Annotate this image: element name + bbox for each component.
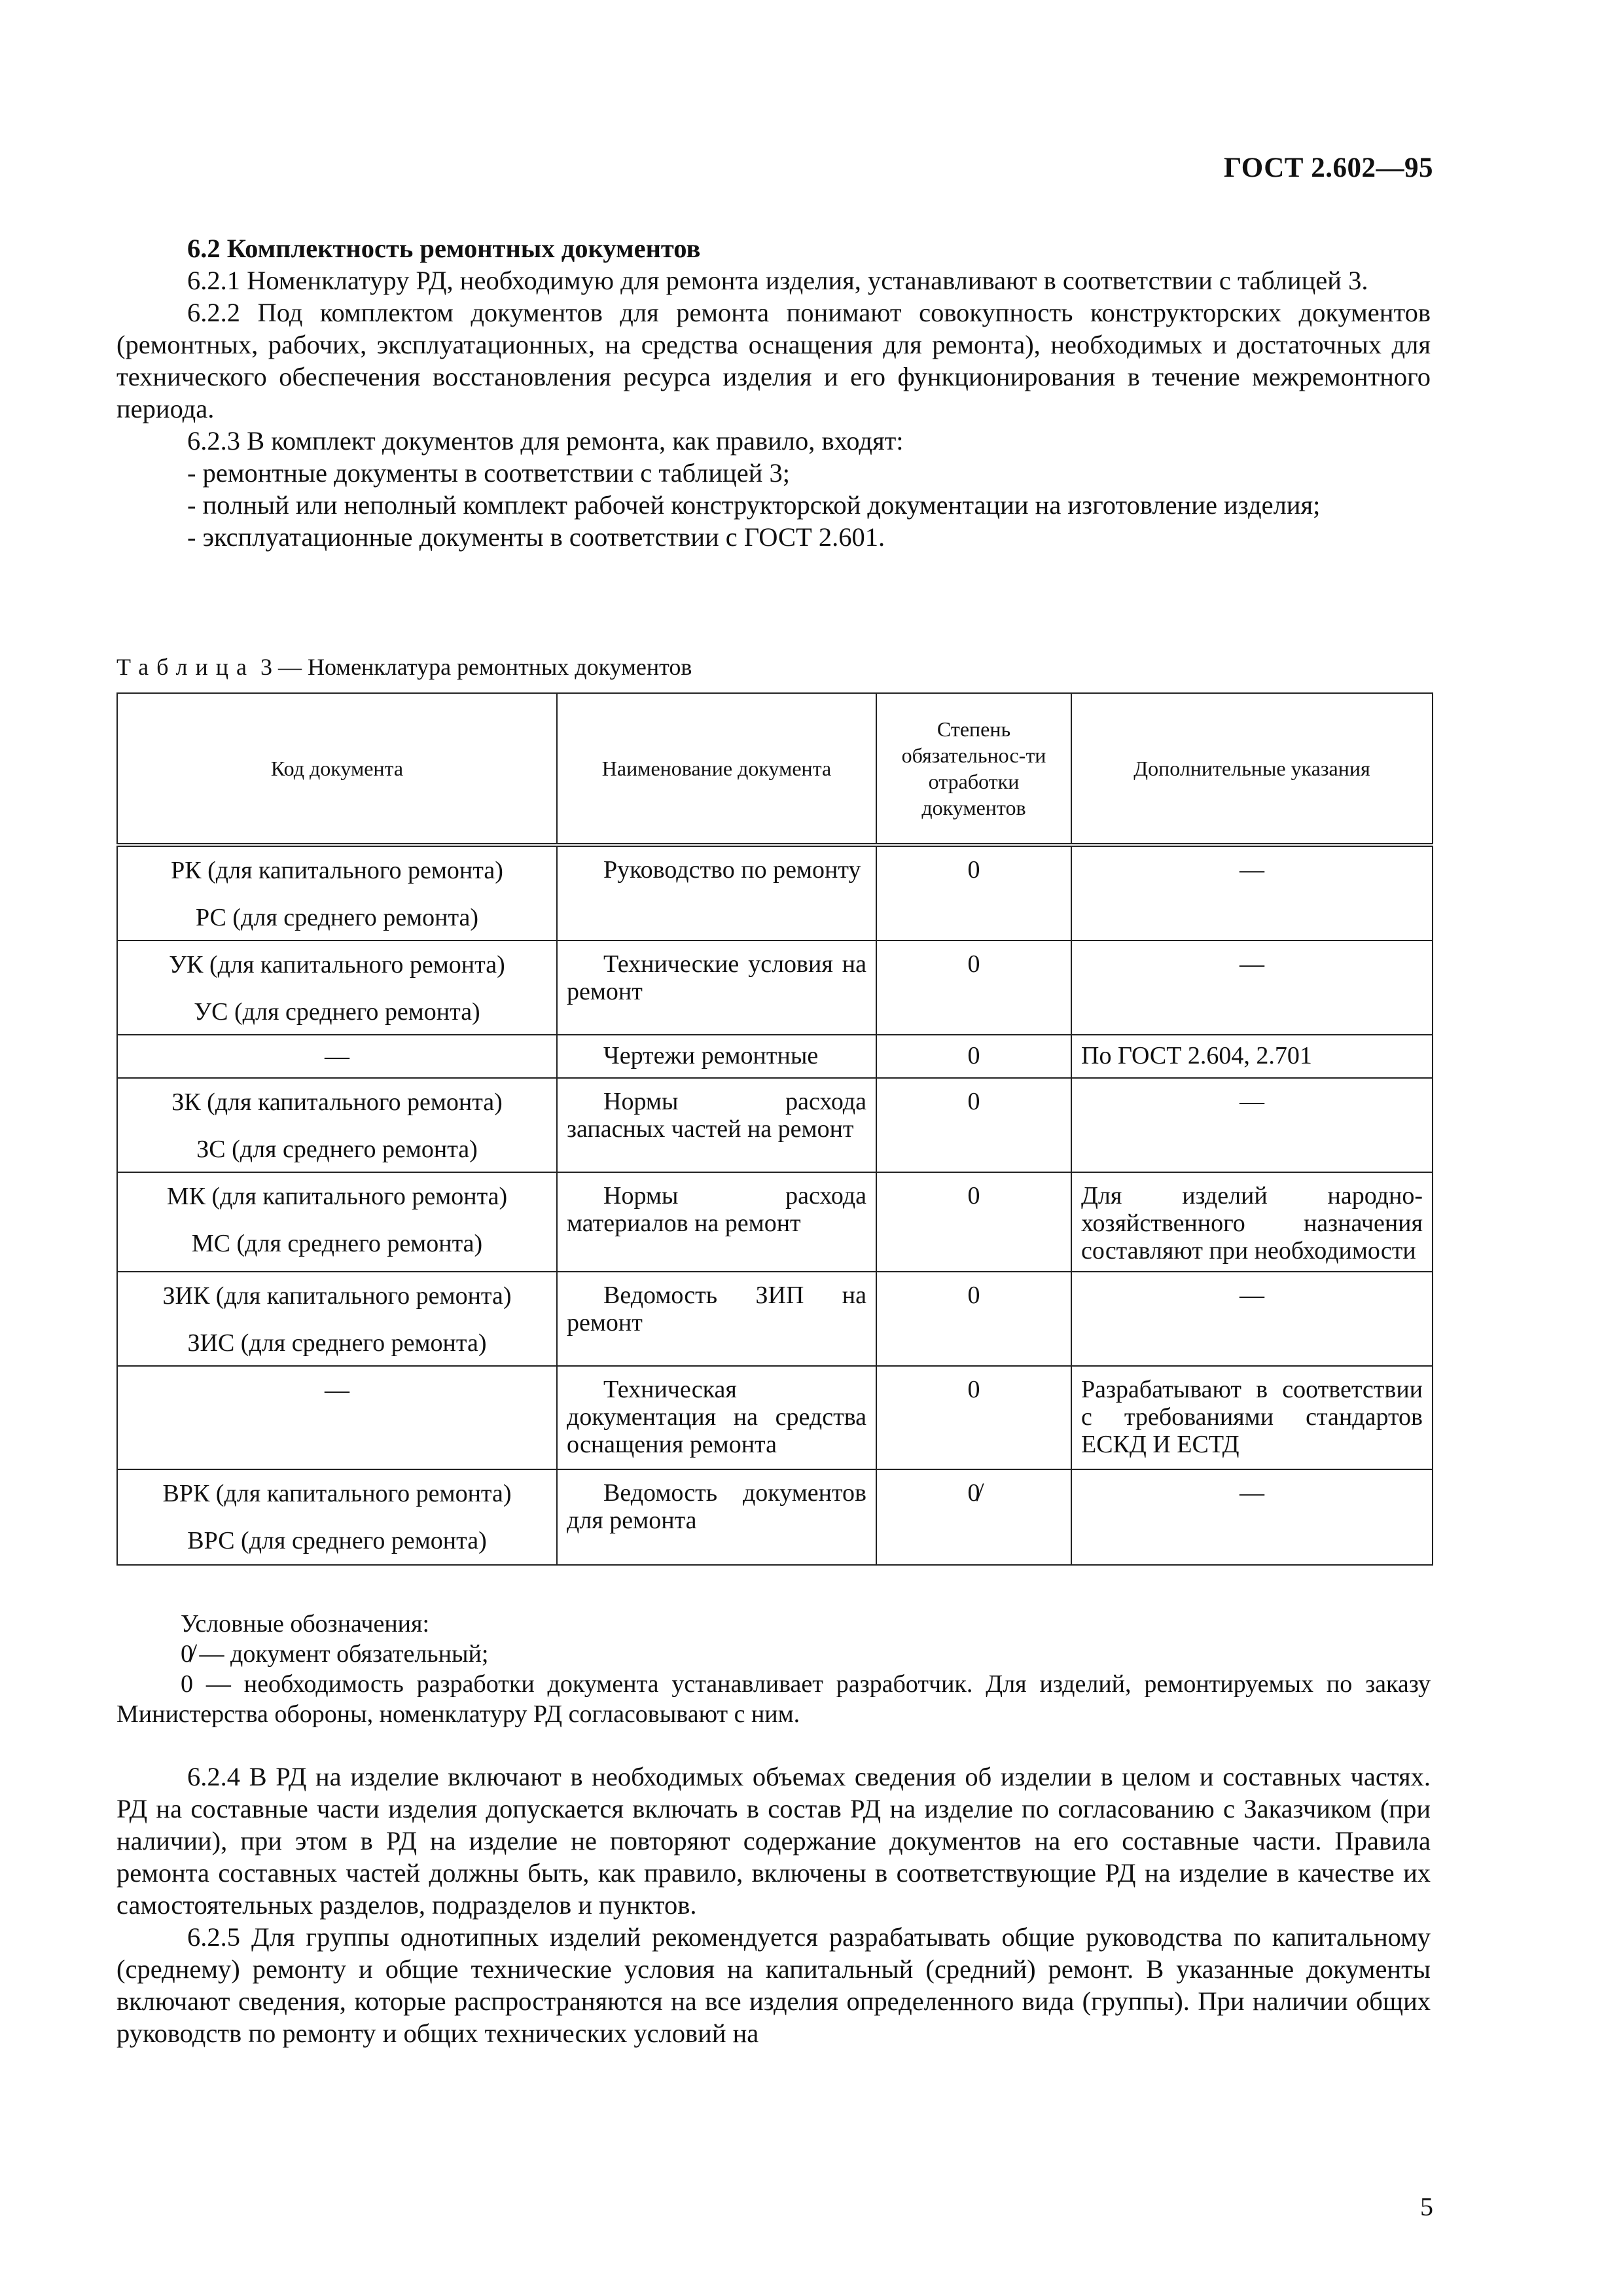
header-code: Код документа	[117, 693, 557, 845]
paragraph-6-2-3: 6.2.3 В комплект документов для ремонта, как правило, входят:	[187, 426, 904, 456]
cell-extra: —	[1071, 845, 1433, 941]
cell-code	[117, 1366, 557, 1469]
table-header-row	[117, 693, 1433, 845]
cell-extra: —	[1071, 1469, 1433, 1565]
doc-name: Ведомость ЗИП на ремонт	[567, 1282, 866, 1336]
cell-degree: 0	[876, 1272, 1071, 1366]
list-item: - ремонтные документы в соответствии с таблицей 3;	[187, 458, 790, 488]
code-capital: ЗК (для капитального ремонта)	[171, 1088, 503, 1116]
cell-code	[117, 1172, 557, 1272]
code-medium: ВРС (для среднего ремонта)	[187, 1527, 487, 1554]
table-row	[117, 1172, 1433, 1272]
cell-code	[117, 1272, 557, 1366]
table-row	[117, 1366, 1433, 1469]
code-capital: ВРК (для капитального ремонта)	[162, 1480, 512, 1507]
cell-name	[557, 845, 876, 941]
doc-name: Технические условия на ремонт	[567, 950, 866, 1005]
cell-degree: 0̸	[876, 1469, 1071, 1565]
body-text	[116, 1761, 1431, 2049]
cell-extra: Для изделий народно-хозяйственного назначения составляют при необходимости	[1071, 1172, 1433, 1272]
header-name: Наименование документа	[557, 693, 876, 845]
cell-extra: По ГОСТ 2.604, 2.701	[1071, 1035, 1433, 1078]
list-item: - эксплуатационные документы в соответствии с ГОСТ 2.601.	[187, 522, 885, 552]
code-capital: —	[325, 1376, 349, 1404]
table-caption-label: Таблица	[116, 654, 255, 680]
cell-code	[117, 1469, 557, 1565]
table-row	[117, 941, 1433, 1035]
legend-item: 0 — необходимость разработки документа устанавливает разработчик. Для изделий, ремонтируемых по заказу Министерства обороны, номенклатуру РД согласовывают с ним.	[116, 1670, 1431, 1728]
cell-code	[117, 1078, 557, 1172]
doc-name: Нормы расхода материалов на ремонт	[567, 1182, 866, 1237]
cell-name	[557, 1272, 876, 1366]
cell-extra: Разрабатывают в соответствии с требованиями стандартов ЕСКД И ЕСТД	[1071, 1366, 1433, 1469]
table-row	[117, 1035, 1433, 1078]
page-number: 5	[1420, 2192, 1433, 2221]
table-caption	[116, 653, 692, 681]
list-item: - полный или неполный комплект рабочей конструкторской документации на изготовление изделия;	[187, 490, 1321, 520]
cell-name	[557, 1366, 876, 1469]
table-row	[117, 1469, 1433, 1565]
cell-name	[557, 1035, 876, 1078]
code-capital: МК (для капитального ремонта)	[166, 1183, 508, 1210]
cell-name	[557, 1172, 876, 1272]
paragraph-6-2-2: 6.2.2 Под комплектом документов для ремонта понимают совокупность конструкторских документов (ремонтных, рабочих, эксплуатационных, на средства оснащения для ремонта), необходимых и достаточных для технического обеспечения восстановления ресурса изделия и его функционирования в течение межремонтного периода.	[116, 298, 1431, 423]
cell-degree: 0	[876, 1172, 1071, 1272]
section-6-2	[116, 232, 1431, 553]
doc-name: Руководство по ремонту	[603, 856, 861, 884]
header-extra: Дополнительные указания	[1071, 693, 1433, 845]
code-capital: ЗИК (для капитального ремонта)	[162, 1282, 512, 1310]
cell-degree: 0	[876, 1366, 1071, 1469]
doc-name: Техническая документация на средства оснащения ремонта	[567, 1376, 866, 1458]
paragraph-6-2-5: 6.2.5 Для группы однотипных изделий рекомендуется разрабатывать общие руководства по капитальному (среднему) ремонту и общие технические условия на капитальный (средний) ремонт. В указанные документы включают сведения, которые распространяются на все изделия определенного вида (группы). При наличии общих руководств по ремонту и общих технических условий на	[116, 1922, 1431, 2048]
cell-extra: —	[1071, 941, 1433, 1035]
cell-degree: 0	[876, 941, 1071, 1035]
table-caption-text: 3 — Номенклатура ремонтных документов	[260, 654, 692, 680]
header-degree: Степень обязательнос-ти отработки документов	[876, 693, 1071, 845]
cell-degree: 0	[876, 1035, 1071, 1078]
legend	[116, 1609, 1431, 1729]
paragraph-6-2-4: 6.2.4 В РД на изделие включают в необходимых объемах сведения об изделии в целом и составных частях. РД на составные части изделия допускается включать в состав РД на изделие по согласованию с Заказчиком (при наличии), при этом в РД на изделие не повторяют содержание документов на его составные части. Правила ремонта составных частей должны быть, как правило, включены в соответствующие РД на изделие в качестве их самостоятельных разделов, подразделов и пунктов.	[116, 1762, 1431, 1920]
table-row	[117, 1272, 1433, 1366]
legend-title: Условные обозначения:	[181, 1610, 430, 1638]
cell-name	[557, 941, 876, 1035]
cell-extra: —	[1071, 1078, 1433, 1172]
table-row	[117, 845, 1433, 941]
code-capital: —	[325, 1043, 349, 1070]
cell-degree: 0	[876, 1078, 1071, 1172]
code-medium: МС (для среднего ремонта)	[191, 1230, 483, 1257]
cell-name	[557, 1469, 876, 1565]
code-medium: УС (для среднего ремонта)	[194, 998, 480, 1026]
table-row	[117, 1078, 1433, 1172]
code-capital: РК (для капитального ремонта)	[171, 857, 503, 884]
code-medium: РС (для среднего ремонта)	[195, 904, 479, 931]
cell-name	[557, 1078, 876, 1172]
code-medium: ЗИС (для среднего ремонта)	[187, 1329, 487, 1357]
cell-code	[117, 1035, 557, 1078]
code-medium: ЗС (для среднего ремонта)	[196, 1136, 478, 1163]
cell-code	[117, 845, 557, 941]
doc-name: Ведомость документов для ремонта	[567, 1479, 866, 1534]
cell-degree: 0	[876, 845, 1071, 941]
doc-name: Чертежи ремонтные	[603, 1042, 819, 1069]
code-capital: УК (для капитального ремонта)	[169, 951, 505, 978]
cell-code	[117, 941, 557, 1035]
section-title: 6.2 Комплектность ремонтных документов	[187, 234, 701, 263]
paragraph-6-2-1: 6.2.1 Номенклатуру РД, необходимую для ремонта изделия, устанавливают в соответствии с таблицей 3.	[187, 266, 1368, 295]
doc-name: Нормы расхода запасных частей на ремонт	[567, 1088, 866, 1143]
legend-item: 0̸ — документ обязательный;	[181, 1640, 489, 1668]
nomenclature-table	[116, 692, 1433, 1566]
cell-extra: —	[1071, 1272, 1433, 1366]
document-code-header: ГОСТ 2.602—95	[1224, 152, 1433, 183]
